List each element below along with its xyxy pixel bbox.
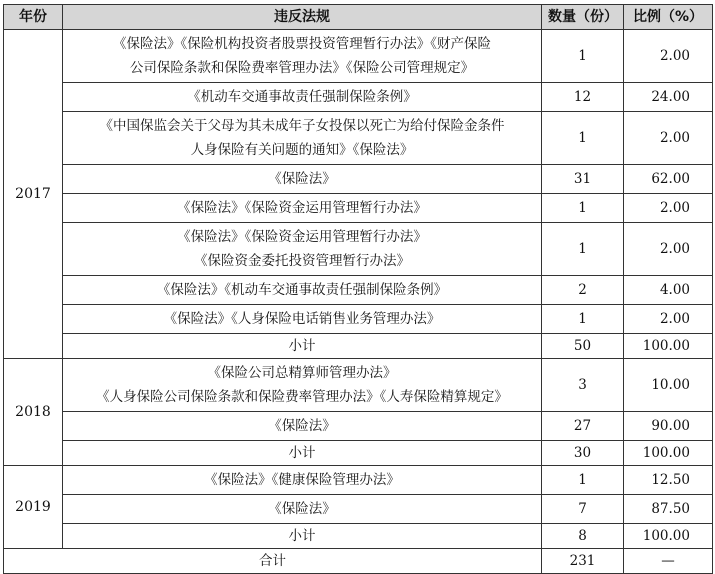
total-row	[4, 549, 713, 574]
regulation-cell	[63, 112, 542, 165]
table-row	[4, 466, 713, 495]
count-cell: 1	[542, 223, 624, 276]
regulation-cell	[63, 276, 542, 305]
count-cell: 12	[542, 83, 624, 112]
table-row	[4, 359, 713, 412]
table-row	[4, 276, 713, 305]
regulation-line: 《保险法》《保险资金运用管理暂行办法》	[177, 229, 427, 245]
count-cell: 27	[542, 412, 624, 441]
table-row	[4, 194, 713, 223]
table-row	[4, 412, 713, 441]
regulation-line: 公司保险条款和保险费率管理办法》《保险公司管理规定》	[129, 60, 475, 76]
regulation-line: 《机动车交通事故责任强制保险条例》	[187, 89, 417, 105]
regulation-line: 《保险法》	[268, 418, 336, 434]
subtotal-count: 30	[542, 441, 624, 466]
table-row	[4, 223, 713, 276]
subtotal-row	[4, 334, 713, 359]
regulation-line: 人身保险有关问题的通知》《保险法》	[190, 142, 414, 158]
year-cell: 2018	[4, 359, 63, 466]
regulation-line: 《保险法》	[268, 171, 336, 187]
ratio-cell: 2.00	[624, 194, 713, 223]
count-cell: 1	[542, 466, 624, 495]
regulation-cell	[63, 194, 542, 223]
ratio-cell: 62.00	[624, 165, 713, 194]
year-cell: 2017	[4, 30, 63, 359]
regulation-line: 《保险法》《机动车交通事故责任强制保险条例》	[156, 282, 448, 298]
table-row	[4, 83, 713, 112]
total-count: 231	[542, 549, 624, 574]
regulation-line: 《中国保监会关于父母为其未成年子女投保以死亡为给付保险金条件	[99, 118, 505, 134]
ratio-cell: 4.00	[624, 276, 713, 305]
regulation-line: 《保险资金委托投资管理暂行办法》	[194, 253, 410, 269]
subtotal-label: 小计	[63, 334, 542, 359]
regulation-cell	[63, 83, 542, 112]
ratio-cell: 87.50	[624, 495, 713, 524]
regulation-cell	[63, 223, 542, 276]
total-ratio: —	[624, 549, 713, 574]
header-regulation: 违反法规	[63, 5, 542, 30]
ratio-cell: 2.00	[624, 305, 713, 334]
regulation-cell	[63, 359, 542, 412]
table-row	[4, 112, 713, 165]
subtotal-row	[4, 524, 713, 549]
ratio-cell: 24.00	[624, 83, 713, 112]
regulation-line: 《保险法》《保险机构投资者股票投资管理暂行办法》《财产保险	[113, 36, 491, 52]
regulation-line: 《保险公司总精算师管理办法》	[207, 365, 397, 381]
count-cell: 2	[542, 276, 624, 305]
count-cell: 1	[542, 305, 624, 334]
subtotal-count: 8	[542, 524, 624, 549]
header-row	[4, 5, 713, 30]
count-cell: 3	[542, 359, 624, 412]
table-row	[4, 165, 713, 194]
regulation-line: 《保险法》《保险资金运用管理暂行办法》	[177, 200, 427, 216]
regulation-cell	[63, 466, 542, 495]
regulation-cell	[63, 30, 542, 83]
table-row	[4, 495, 713, 524]
ratio-cell: 2.00	[624, 112, 713, 165]
regulation-line: 《保险法》	[268, 501, 336, 517]
subtotal-ratio: 100.00	[624, 334, 713, 359]
ratio-cell: 2.00	[624, 30, 713, 83]
subtotal-count: 50	[542, 334, 624, 359]
ratio-cell: 90.00	[624, 412, 713, 441]
ratio-cell: 12.50	[624, 466, 713, 495]
regulation-cell	[63, 165, 542, 194]
subtotal-label: 小计	[63, 441, 542, 466]
table-row	[4, 305, 713, 334]
regulation-cell	[63, 305, 542, 334]
header-year: 年份	[4, 5, 63, 30]
count-cell: 7	[542, 495, 624, 524]
year-cell: 2019	[4, 466, 63, 549]
table-row	[4, 30, 713, 83]
subtotal-ratio: 100.00	[624, 524, 713, 549]
ratio-cell: 10.00	[624, 359, 713, 412]
ratio-cell: 2.00	[624, 223, 713, 276]
header-count: 数量（份）	[542, 5, 624, 30]
regulation-line: 《人身保险公司保险条款和保险费率管理办法》《人寿保险精算规定》	[96, 389, 508, 405]
regulation-line: 《保险法》《人身保险电话销售业务管理办法》	[163, 311, 441, 327]
table-body	[4, 30, 713, 574]
count-cell: 1	[542, 194, 624, 223]
subtotal-row	[4, 441, 713, 466]
count-cell: 1	[542, 30, 624, 83]
subtotal-label: 小计	[63, 524, 542, 549]
regulation-cell	[63, 412, 542, 441]
violations-table	[3, 4, 713, 574]
count-cell: 1	[542, 112, 624, 165]
total-label: 合计	[4, 549, 542, 574]
regulation-cell	[63, 495, 542, 524]
subtotal-ratio: 100.00	[624, 441, 713, 466]
header-ratio: 比例（%）	[624, 5, 713, 30]
regulation-line: 《保险法》《健康保险管理办法》	[204, 472, 400, 488]
count-cell: 31	[542, 165, 624, 194]
